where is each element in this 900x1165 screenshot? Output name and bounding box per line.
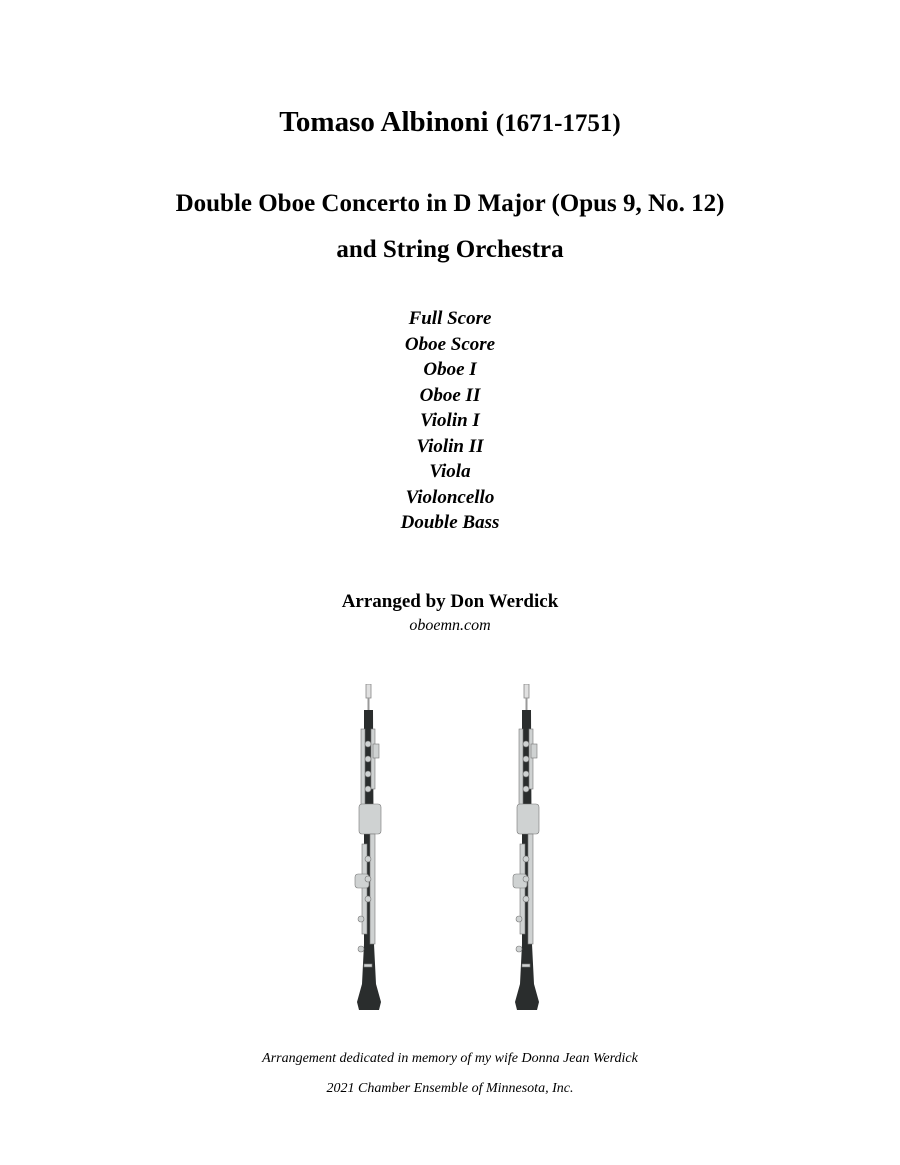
oboe-illustration-left	[349, 684, 389, 1014]
composer-name: Tomaso Albinoni	[279, 106, 489, 138]
title-line-1: Double Oboe Concerto in D Major (Opus 9, No. 12)	[175, 190, 725, 217]
copyright-text: 2021 Chamber Ensemble of Minnesota, Inc.	[326, 1081, 574, 1096]
part-item: Oboe I	[423, 359, 477, 380]
part-item: Full Score	[408, 308, 492, 329]
part-item: Violoncello	[405, 486, 495, 508]
composer-heading	[0, 104, 900, 142]
part-item: Viola	[429, 461, 471, 482]
part-item: Oboe Score	[404, 333, 496, 355]
oboe-illustration-right	[507, 684, 547, 1014]
part-item: Oboe II	[419, 384, 481, 406]
part-item: Violin I	[420, 410, 480, 431]
part-item: Violin II	[416, 435, 484, 457]
dedication-text: Arrangement dedicated in memory of my wife Donna Jean Werdick	[262, 1051, 638, 1066]
parts-list	[0, 306, 900, 536]
part-item: Double Bass	[400, 512, 500, 533]
arranger-credit: Arranged by Don Werdick	[341, 591, 559, 612]
website-text: oboemn.com	[409, 617, 491, 634]
composer-dates: (1671-1751)	[495, 110, 621, 137]
title-line-2: and String Orchestra	[336, 236, 564, 263]
